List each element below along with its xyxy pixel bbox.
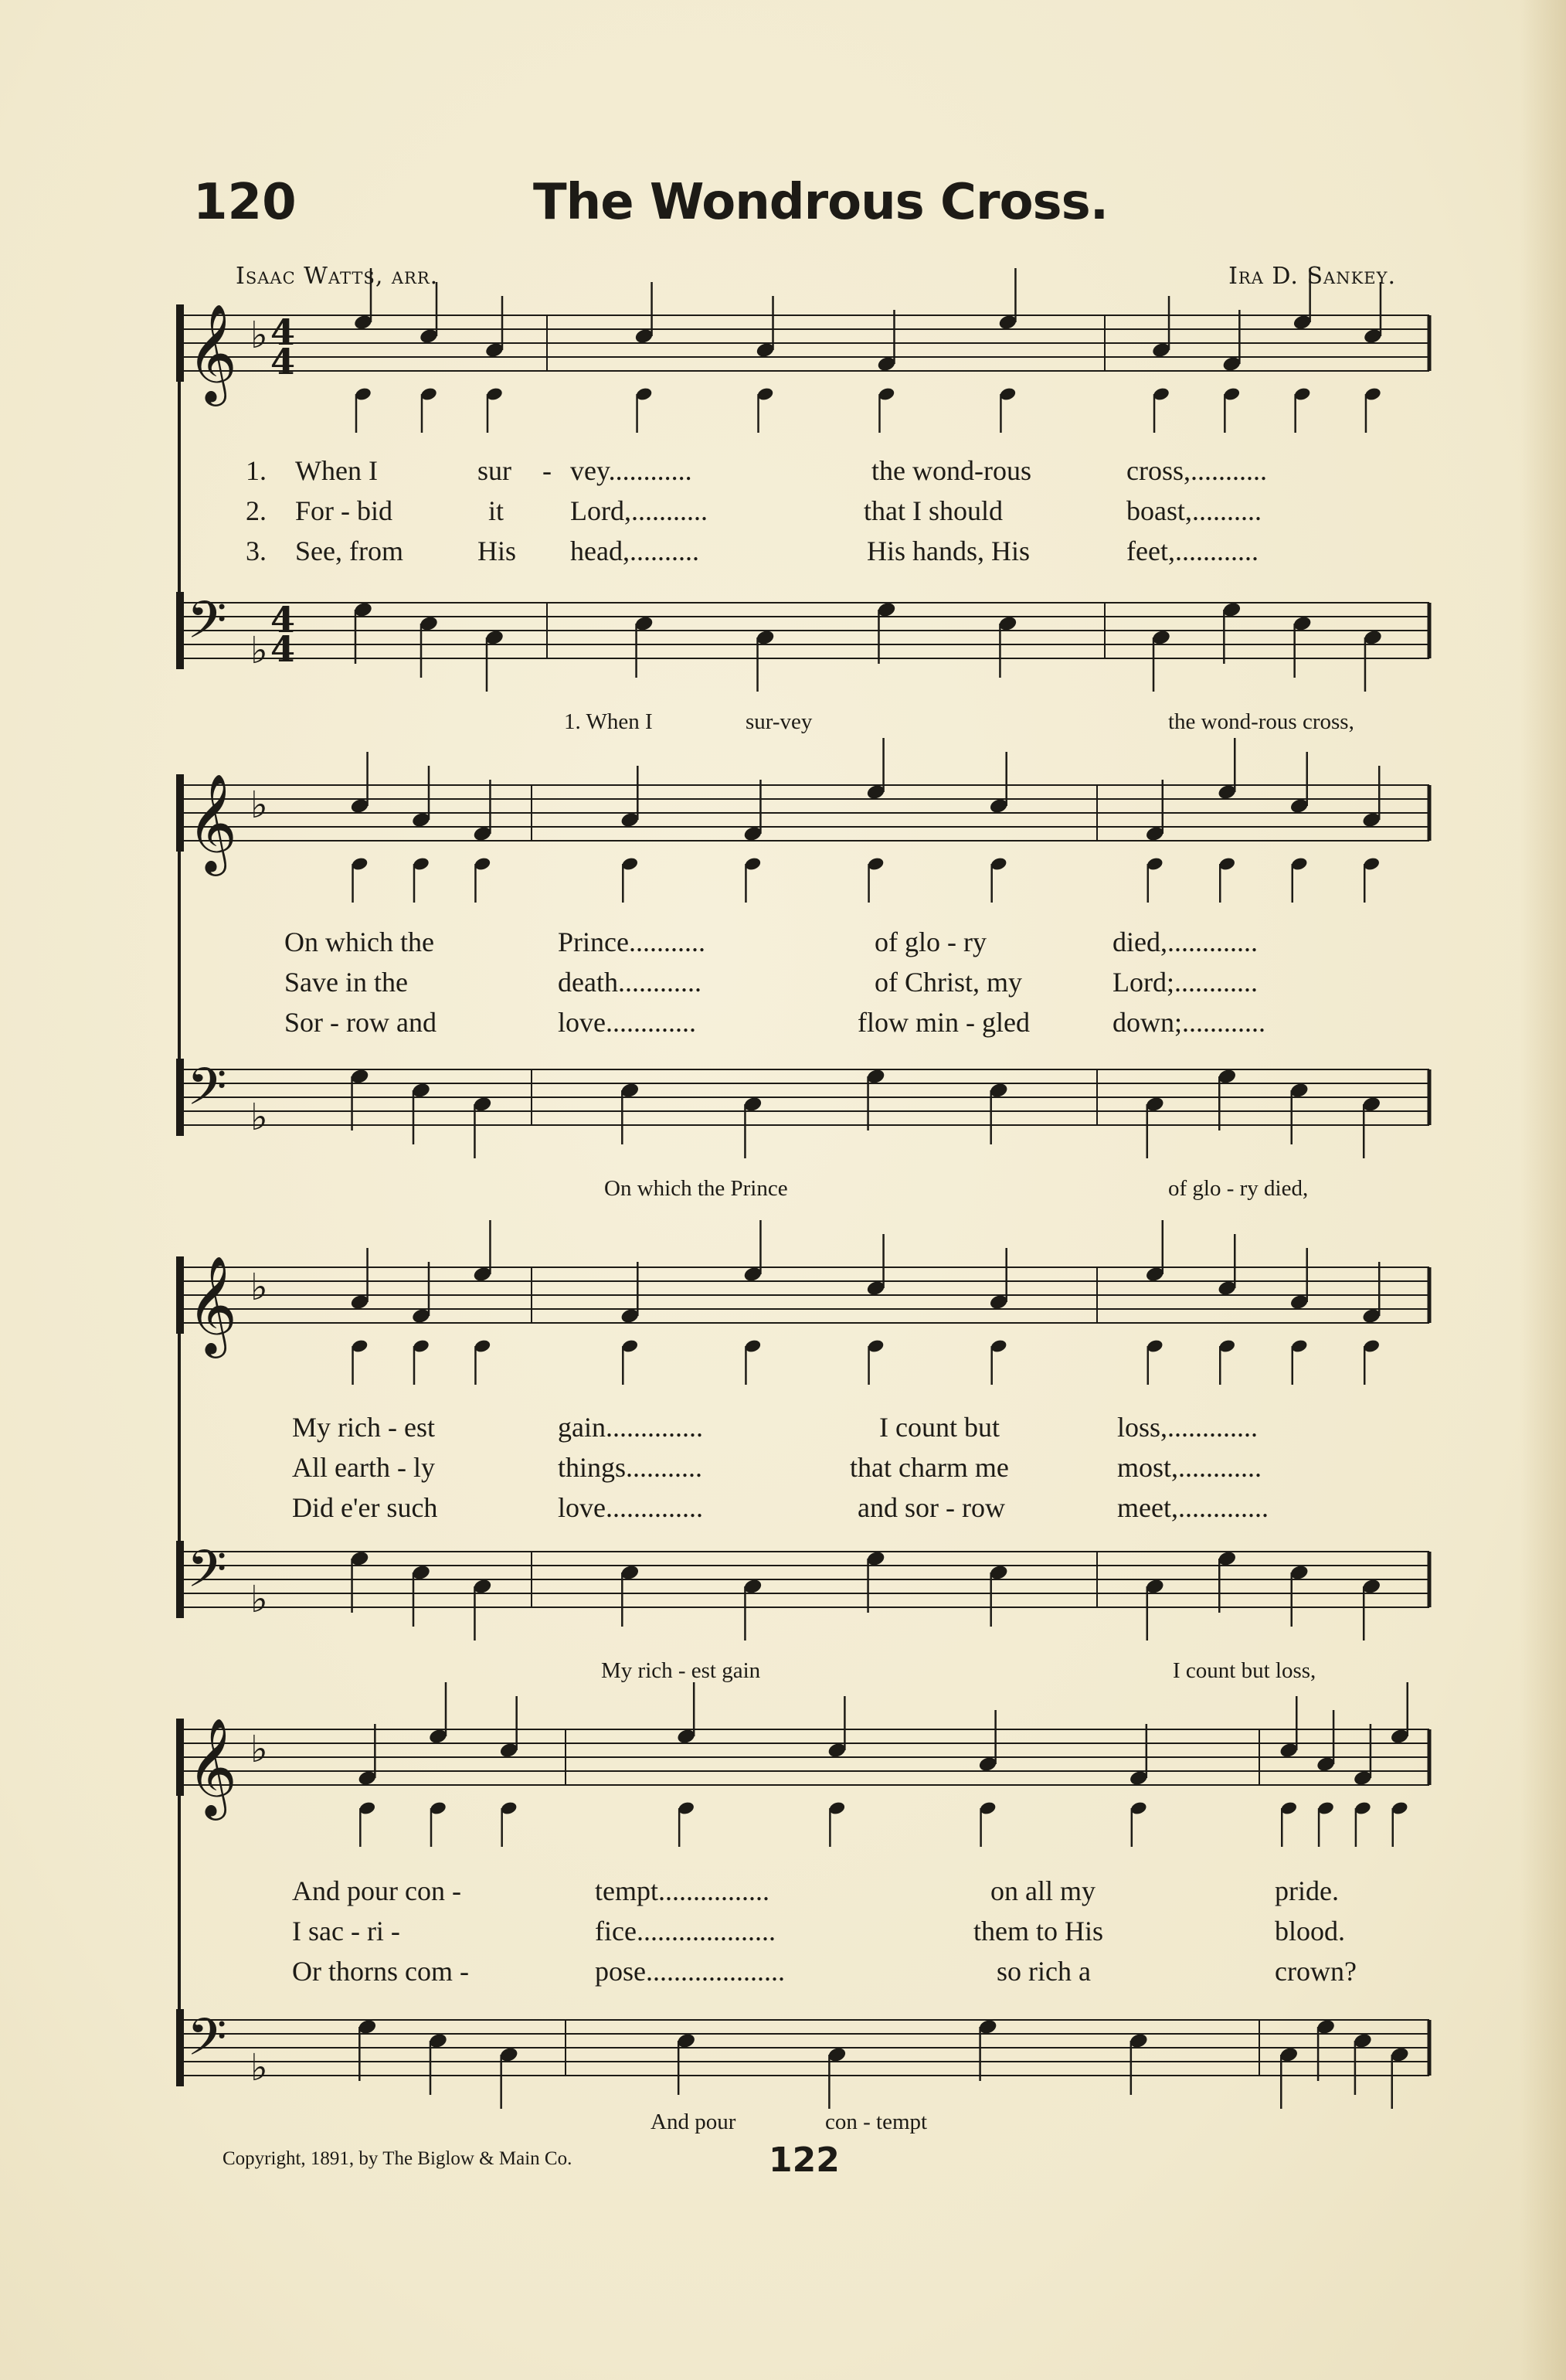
bass-lyric: I count but loss, — [1173, 1658, 1316, 1683]
lyric-syllable: crown? — [1275, 1956, 1357, 1987]
lyric-syllable: the wond-rous — [871, 455, 1031, 486]
treble-clef-icon: 𝄞 — [187, 773, 238, 872]
time-signature: 4 — [270, 599, 296, 641]
verse-number: 2. — [246, 495, 267, 526]
page-number: 122 — [769, 2140, 840, 2180]
lyric-syllable: died,............. — [1113, 926, 1258, 957]
lyric-syllable: boast,.......... — [1126, 495, 1262, 526]
verse-number: 1. — [246, 455, 267, 486]
lyric-syllable: down;............ — [1113, 1007, 1265, 1038]
hymn-title: The Wondrous Cross. — [533, 174, 1109, 231]
treble-bracket — [176, 1719, 184, 1796]
hymn-number: 120 — [193, 174, 297, 231]
lyric-syllable: meet,............. — [1117, 1492, 1269, 1523]
lyric-syllable: death............ — [558, 967, 701, 998]
lyric-syllable: His hands, His — [867, 536, 1031, 566]
lyric-syllable: flow min - gled — [858, 1007, 1030, 1038]
bass-bracket — [176, 1541, 184, 1618]
flat-icon: ♭ — [250, 1578, 268, 1621]
lyric-syllable: of glo - ry — [875, 926, 987, 957]
lyric-syllable: and sor - row — [858, 1492, 1005, 1523]
lyric-syllable: feet,............ — [1126, 536, 1259, 566]
bass-clef-icon: 𝄢 — [187, 590, 227, 662]
bass-lyric: the wond-rous cross, — [1168, 709, 1354, 734]
lyric-syllable: things........... — [558, 1452, 703, 1483]
lyric-syllable: it — [488, 495, 504, 526]
lyric-syllable: tempt................ — [595, 1875, 769, 1906]
time-signature: 4 — [270, 311, 296, 353]
lyric-syllable: them to His — [973, 1916, 1103, 1946]
flat-icon: ♭ — [250, 1096, 268, 1139]
lyric-syllable: See, from — [295, 536, 403, 566]
lyric-syllable: most,............ — [1117, 1452, 1262, 1483]
bass-clef-icon: 𝄢 — [187, 2008, 227, 2079]
lyric-syllable: For - bid — [295, 495, 392, 526]
copyright-notice: Copyright, 1891, by The Biglow & Main Co. — [223, 2148, 572, 2169]
verse-number: 3. — [246, 536, 267, 566]
lyric-syllable: All earth - ly — [292, 1452, 435, 1483]
lyric-syllable: that I should — [864, 495, 1003, 526]
lyric-syllable: fice.................... — [595, 1916, 776, 1946]
lyric-syllable: When I — [295, 455, 378, 486]
lyric-syllable: so rich a — [997, 1956, 1091, 1987]
bass-lyric: of glo - ry died, — [1168, 1176, 1309, 1201]
treble-clef-icon: 𝄞 — [187, 303, 238, 402]
treble-clef-icon: 𝄞 — [187, 1717, 238, 1816]
lyric-syllable: Lord;............ — [1113, 967, 1258, 998]
flat-icon: ♭ — [250, 784, 268, 827]
lyric-syllable: I sac - ri - — [292, 1916, 400, 1946]
lyric-syllable: loss,............. — [1117, 1412, 1259, 1443]
lyric-syllable: And pour con - — [292, 1875, 461, 1906]
lyric-syllable: Sor - row and — [284, 1007, 437, 1038]
lyric-syllable: love............. — [558, 1007, 696, 1038]
lyric-syllable: love.............. — [558, 1492, 703, 1523]
lyric-syllable: gain.............. — [558, 1412, 703, 1443]
bass-bracket — [176, 592, 184, 669]
lyric-syllable: Prince........... — [558, 926, 705, 957]
lyric-syllable: Did e'er such — [292, 1492, 438, 1523]
lyric-syllable: Save in the — [284, 967, 408, 998]
treble-bracket — [176, 1256, 184, 1334]
lyric-syllable: Lord,........... — [570, 495, 708, 526]
bass-lyric: con - tempt — [825, 2110, 928, 2134]
bass-clef-icon: 𝄢 — [187, 1057, 227, 1129]
composer-credit: Ira D. Sankey. — [1228, 263, 1396, 290]
bass-lyric: My rich - est gain — [601, 1658, 761, 1683]
lyricist-credit: Isaac Watts, arr. — [236, 263, 439, 290]
flat-icon: ♭ — [250, 314, 268, 357]
bass-lyric: And pour — [651, 2110, 736, 2134]
lyric-syllable: My rich - est — [292, 1412, 435, 1443]
lyric-syllable: that charm me — [850, 1452, 1009, 1483]
lyric-syllable: Or thorns com - — [292, 1956, 469, 1987]
flat-icon: ♭ — [250, 2046, 268, 2089]
lyric-syllable: - — [542, 455, 552, 486]
bass-lyric: 1. When I — [564, 709, 653, 734]
flat-icon: ♭ — [250, 1728, 268, 1771]
lyric-syllable: I count but — [879, 1412, 1000, 1443]
flat-icon: ♭ — [250, 629, 268, 672]
time-signature: 4 — [270, 628, 296, 670]
treble-clef-icon: 𝄞 — [187, 1255, 238, 1354]
flat-icon: ♭ — [250, 1266, 268, 1309]
bass-lyric: On which the Prince — [604, 1176, 788, 1201]
lyric-syllable: His — [477, 536, 517, 566]
lyric-syllable: cross,........... — [1126, 455, 1267, 486]
treble-bracket — [176, 774, 184, 852]
treble-bracket — [176, 304, 184, 382]
bass-bracket — [176, 2009, 184, 2086]
lyric-syllable: of Christ, my — [875, 967, 1023, 998]
lyric-syllable: pose.................... — [595, 1956, 785, 1987]
lyric-syllable: sur — [477, 455, 511, 486]
lyric-syllable: On which the — [284, 926, 434, 957]
lyric-syllable: vey............ — [570, 455, 692, 486]
lyric-syllable: pride. — [1275, 1875, 1339, 1906]
bass-clef-icon: 𝄢 — [187, 1539, 227, 1611]
bass-lyric: sur-vey — [746, 709, 813, 734]
bass-bracket — [176, 1059, 184, 1136]
lyric-syllable: on all my — [990, 1875, 1096, 1906]
lyric-syllable: blood. — [1275, 1916, 1346, 1946]
time-signature: 4 — [270, 341, 296, 382]
lyric-syllable: head,.......... — [570, 536, 699, 566]
